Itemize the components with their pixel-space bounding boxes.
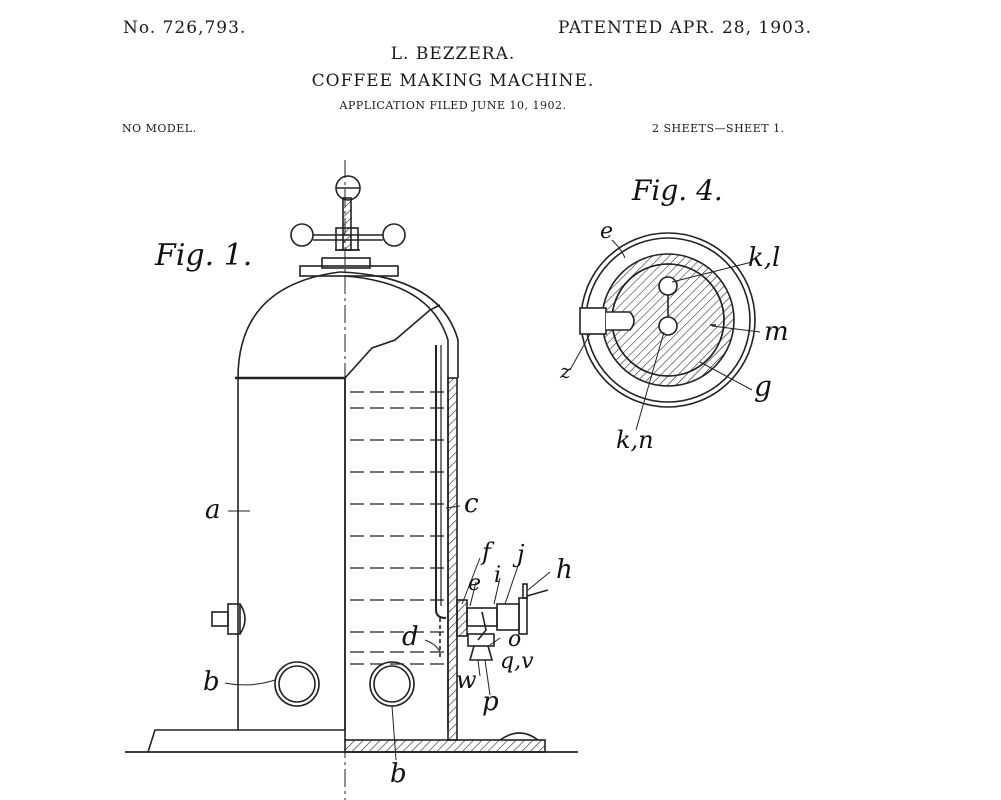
fig4-label-g: g [754, 370, 772, 403]
application-filed: APPLICATION FILED JUNE 10, 1902. [339, 99, 567, 112]
label-w: w [456, 666, 477, 694]
figure-4 [580, 233, 755, 407]
sheet-info: 2 SHEETS—SHEET 1. [652, 122, 785, 135]
fig4-label-m: m [764, 317, 789, 347]
fig4-label-z: z [560, 359, 571, 383]
label-b-bottom: b [390, 759, 407, 789]
label-e: e [468, 571, 482, 596]
fig4-label-kl: k,l [748, 243, 781, 273]
label-f: f [482, 538, 491, 566]
label-j: j [517, 540, 525, 568]
label-a: a [205, 495, 221, 525]
label-o: o [508, 627, 522, 652]
inventor-name: L. BEZZERA. [390, 44, 516, 64]
label-h: h [556, 555, 573, 585]
model-note: NO MODEL. [122, 122, 197, 135]
label-qv: q,v [500, 649, 534, 674]
label-c: c [464, 489, 479, 519]
label-p: p [482, 687, 499, 717]
patent-number: No. 726,793. [123, 18, 247, 38]
fig4-label-kn: k,n [616, 426, 654, 454]
fig1-caption: Fig. 1. [155, 238, 253, 273]
label-d: d [402, 622, 419, 652]
label-i: i [494, 563, 502, 588]
label-b-left: b [203, 667, 220, 697]
fig4-label-e: e [600, 219, 614, 244]
fig4-caption: Fig. 4. [632, 174, 723, 207]
patent-date: PATENTED APR. 28, 1903. [558, 18, 813, 38]
patent-title: COFFEE MAKING MACHINE. [311, 71, 595, 91]
